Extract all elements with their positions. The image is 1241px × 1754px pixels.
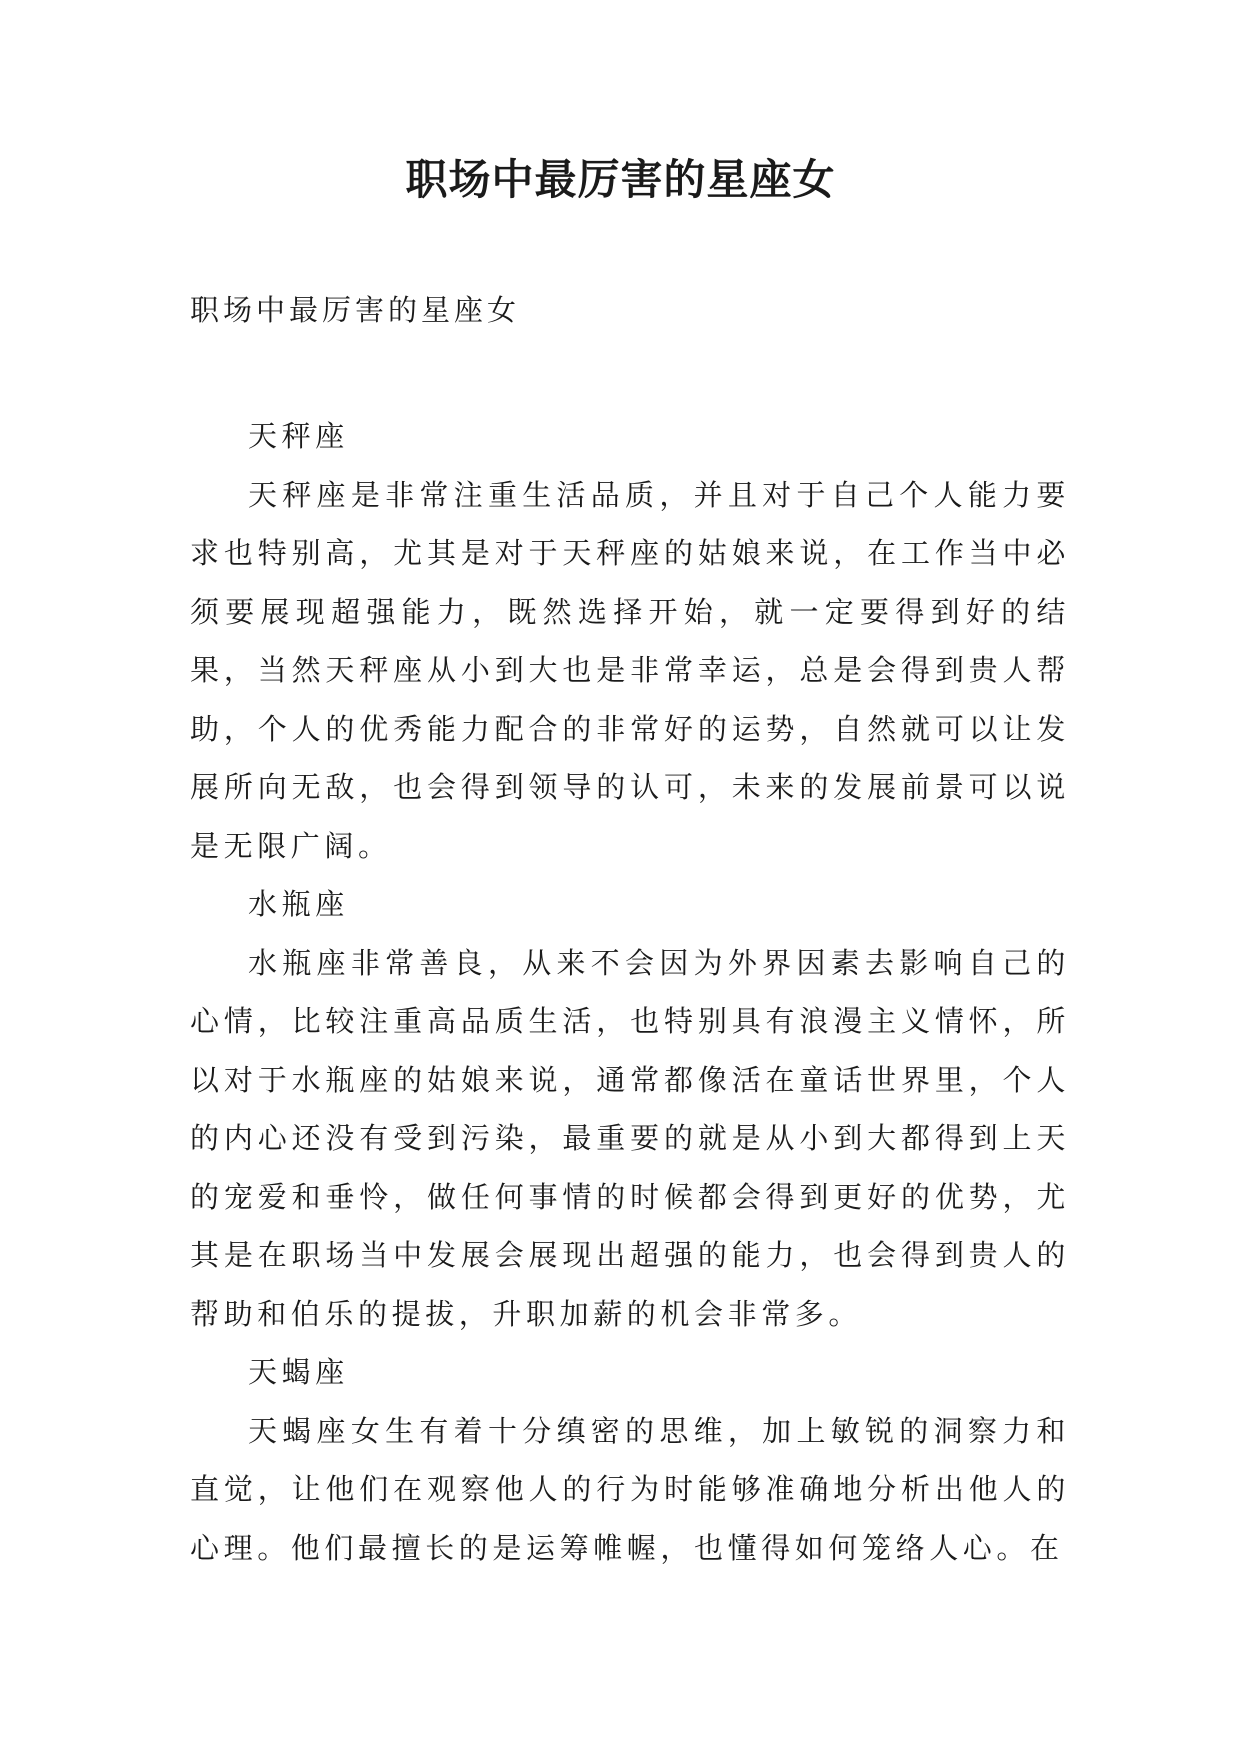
section-heading-scorpio: 天蝎座 <box>248 1355 349 1389</box>
document-body <box>190 407 1070 1577</box>
section-heading-libra: 天秤座 <box>248 419 349 453</box>
section-paragraph-libra: 天秤座是非常注重生活品质，并且对于自己个人能力要求也特别高，尤其是对于天秤座的姑娘来说，在工作当中必须要展现超强能力，既然选择开始，就一定要得到好的结果，当然天秤座从小到大也是非常幸运，总是会得到贵人帮助，个人的优秀能力配合的非常好的运势，自然就可以让发展所向无敌，也会得到领导的认可，未来的发展前景可以说是无限广阔。 <box>190 477 1070 863</box>
document-title: 职场中最厉害的星座女 <box>405 155 836 204</box>
section-paragraph-aquarius: 水瓶座非常善良，从来不会因为外界因素去影响自己的心情，比较注重高品质生活，也特别具有浪漫主义情怀，所以对于水瓶座的姑娘来说，通常都像活在童话世界里，个人的内心还没有受到污染，最重要的就是从小到大都得到上天的宠爱和垂怜，做任何事情的时候都会得到更好的优势，尤其是在职场当中发展会展现出超强的能力，也会得到贵人的帮助和伯乐的提拔，升职加薪的机会非常多。 <box>190 945 1070 1331</box>
document-subtitle: 职场中最厉害的星座女 <box>190 293 521 327</box>
section-heading-aquarius: 水瓶座 <box>248 887 349 921</box>
section-paragraph-scorpio: 天蝎座女生有着十分缜密的思维，加上敏锐的洞察力和直觉，让他们在观察他人的行为时能够准确地分析出他人的心理。他们最擅长的是运筹帷幄，也懂得如何笼络人心。在 <box>190 1413 1070 1565</box>
